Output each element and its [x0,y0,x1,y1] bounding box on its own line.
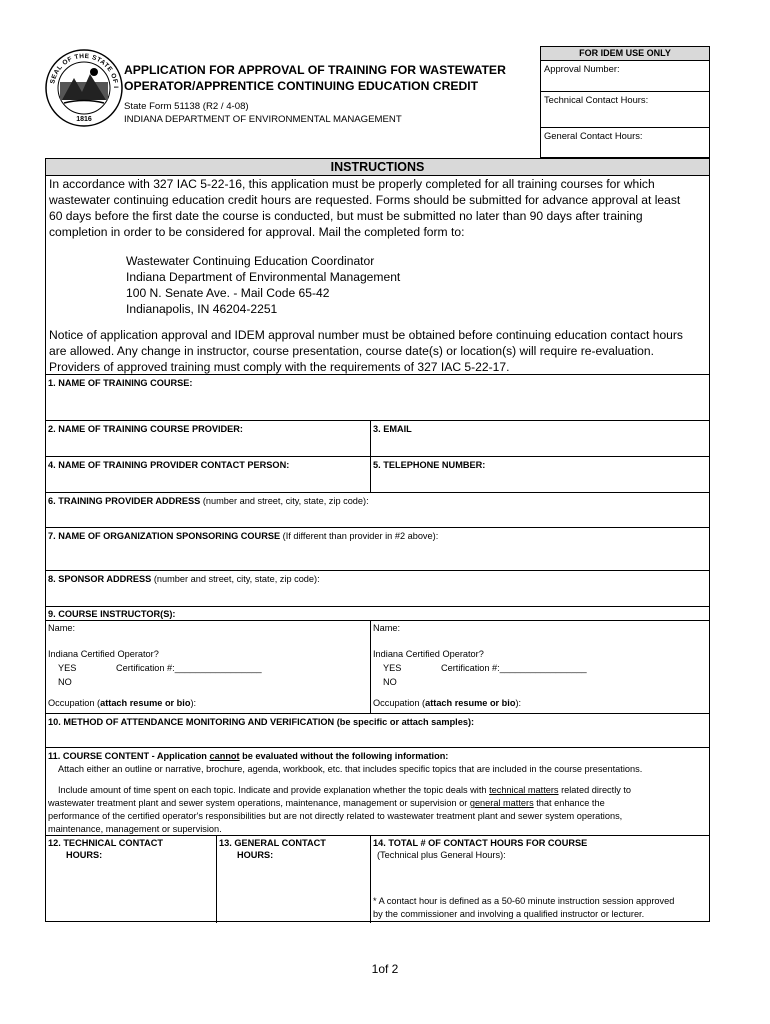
mailing-address [126,253,400,317]
title-line-2: OPERATOR/APPRENTICE CONTINUING EDUCATION CREDIT [124,79,479,93]
cc-cannot: cannot [209,751,240,761]
form-title [124,62,534,94]
provider-address-note: (number and street, city, state, zip code): [200,496,369,506]
technical-hours-label: Technical Contact Hours: [544,94,649,105]
telephone-label: 5. TELEPHONE NUMBER: [373,460,486,470]
address-line: Indiana Department of Environmental Management [126,270,401,284]
instr-line: wastewater continuing education credit hours are requested. Forms should be submitted for advance approval at least [49,193,681,207]
approval-number-field[interactable] [541,61,709,92]
field-training-course-name[interactable] [46,374,709,420]
page-number: 1of 2 [371,962,399,976]
occ-post: ): [515,698,522,708]
instr-line: are allowed. Any change in instructor, course presentation, course date(s) or location(s) will require re-evaluation. [49,344,654,358]
course-content-line: performance of the certified operator's responsibilities but are not directly related to wastewater treatment plant and sewer system operations, [48,811,623,821]
field-row-provider-email [46,420,709,456]
course-content-line [48,797,708,810]
instructor-1-occupation[interactable] [48,697,196,710]
indiana-state-seal [44,48,124,128]
idem-use-only-box [540,46,710,158]
f13b: HOURS: [237,850,274,860]
instr-line: 60 days before the first date the course is conducted, but must be submitted no later than 90 days after training [49,209,643,223]
field-attendance-monitoring[interactable] [46,713,709,747]
instr-line: In accordance with 327 IAC 5-22-16, this application must be properly completed for all training courses for which [49,177,655,191]
provider-address-label: 6. TRAINING PROVIDER ADDRESS [48,496,201,506]
title-line-1: APPLICATION FOR APPROVAL OF TRAINING FOR WASTEWATER [124,63,506,77]
occ-bold: attach resume or bio [425,698,516,708]
occ-pre: Occupation ( [373,698,426,708]
instructor-2-certified-label: Indiana Certified Operator? [373,649,484,659]
svg-text:1816: 1816 [76,116,92,123]
general-hours-field[interactable] [541,128,709,158]
instructor-2-no-option[interactable]: NO [383,677,397,687]
state-form-number: State Form 51138 (R2 / 4-08) [124,101,249,112]
instructor-2-name-label: Name: [373,623,401,633]
total-hours-field[interactable] [373,837,707,862]
cc-l2-post: related directly to [558,785,632,795]
occ-post: ): [190,698,197,708]
sponsor-address-label: 8. SPONSOR ADDRESS [48,574,152,584]
idem-box-heading: FOR IDEM USE ONLY [541,47,709,61]
field-row-contact-phone [46,456,709,492]
general-hours-label: General Contact Hours: [544,130,643,141]
contact-hours-row [46,835,709,922]
field-sponsor-address[interactable] [46,570,709,606]
cc-post: be evaluated without the following information: [239,751,449,761]
sponsor-org-note: (If different than provider in #2 above): [280,531,439,541]
address-line: 100 N. Senate Ave. - Mail Code 65-42 [126,286,330,300]
occ-pre: Occupation ( [48,698,101,708]
contact-hour-definition [373,895,709,921]
field-course-content [46,747,709,835]
f12a: 12. TECHNICAL CONTACT [48,838,164,848]
course-content-line: Attach either an outline or narrative, brochure, agenda, workbook, etc. that includes specific topics that are included in the course presentations. [58,764,643,774]
instructor-2-certification-number[interactable]: Certification #:_________________ [441,663,587,673]
cc-l3-post: that enhance the [533,798,605,808]
cc-pre: 11. COURSE CONTENT - Application [48,751,210,761]
cc-l3-pre: wastewater treatment plant and sewer system operations, maintenance, management or supervision or [48,798,470,808]
divider [370,621,371,714]
instr-line: Notice of application approval and IDEM approval number must be obtained before continuing education contact hours [49,328,683,342]
occ-bold: attach resume or bio [100,698,191,708]
divider [216,836,217,923]
department-name: INDIANA DEPARTMENT OF ENVIRONMENTAL MANAGEMENT [124,114,402,125]
field-provider-address[interactable] [46,492,709,527]
f14-foot1: * A contact hour is defined as a 50-60 minute instruction session approved [373,896,675,906]
svg-text:SEAL OF THE STATE OF INDIANA: SEAL OF THE STATE OF I [49,52,120,89]
instructor-1-certified-label: Indiana Certified Operator? [48,649,159,659]
course-content-label [46,748,709,764]
cc-l2-pre: Include amount of time spent on each topic. Indicate and provide explanation whether the topic deals with [58,785,490,795]
provider-name-label: 2. NAME OF TRAINING COURSE PROVIDER: [48,424,243,434]
instr-line: Providers of approved training must comply with the requirements of 327 IAC 5-22-17. [49,360,510,374]
f13a: 13. GENERAL CONTACT [219,838,326,848]
address-line: Wastewater Continuing Education Coordinator [126,254,375,268]
field-sponsoring-organization[interactable] [46,527,709,570]
divider [370,421,371,457]
sponsor-org-label: 7. NAME OF ORGANIZATION SPONSORING COURSE [48,531,281,541]
instructions-heading: INSTRUCTIONS [46,159,709,176]
technical-hours-field-label[interactable] [48,837,163,861]
application-form [45,158,710,922]
contact-person-label: 4. NAME OF TRAINING PROVIDER CONTACT PERSON: [48,460,290,470]
course-content-line: maintenance, management or supervision. [48,824,222,834]
technical-hours-field[interactable] [541,92,709,128]
f12b: HOURS: [66,850,103,860]
f14-label: 14. TOTAL # OF CONTACT HOURS FOR COURSE [373,838,588,848]
cc-general: general matters [469,798,534,808]
f14-note: (Technical plus General Hours): [377,850,506,860]
divider [370,457,371,493]
cc-technical: technical matters [489,785,559,795]
email-label: 3. EMAIL [373,424,412,434]
address-line: Indianapolis, IN 46204-2251 [126,302,278,316]
approval-number-label: Approval Number: [544,63,620,74]
instructor-1-certification-number[interactable]: Certification #:_________________ [116,663,262,673]
instructor-2-yes-option[interactable]: YES [383,663,402,673]
general-hours-field-label[interactable] [219,837,326,861]
f14-foot2: by the commissioner and involving a qualified instructor or lecturer. [373,909,645,919]
sponsor-address-note: (number and street, city, state, zip code): [151,574,320,584]
form-subheader [124,100,402,126]
instructions-paragraph-1 [49,176,709,240]
divider [370,836,371,923]
instructor-1-name-label: Name: [48,623,76,633]
instructors-label: 9. COURSE INSTRUCTOR(S): [48,609,176,619]
course-instructors-header [46,606,709,620]
instructor-2-occupation[interactable] [373,697,521,710]
course-content-line [58,784,708,797]
attendance-label: 10. METHOD OF ATTENDANCE MONITORING AND VERIFICATION (be specific or attach samples): [48,717,475,727]
instructions-paragraph-2 [49,327,709,375]
seal-icon [44,48,124,128]
field-label: 1. NAME OF TRAINING COURSE: [48,378,193,388]
instr-line: completion in order to be considered for approval. Mail the completed form to: [49,225,465,239]
course-instructors-body [46,620,709,713]
instructor-1-yes-option[interactable]: YES [58,663,77,673]
instructor-1-no-option[interactable]: NO [58,677,72,687]
